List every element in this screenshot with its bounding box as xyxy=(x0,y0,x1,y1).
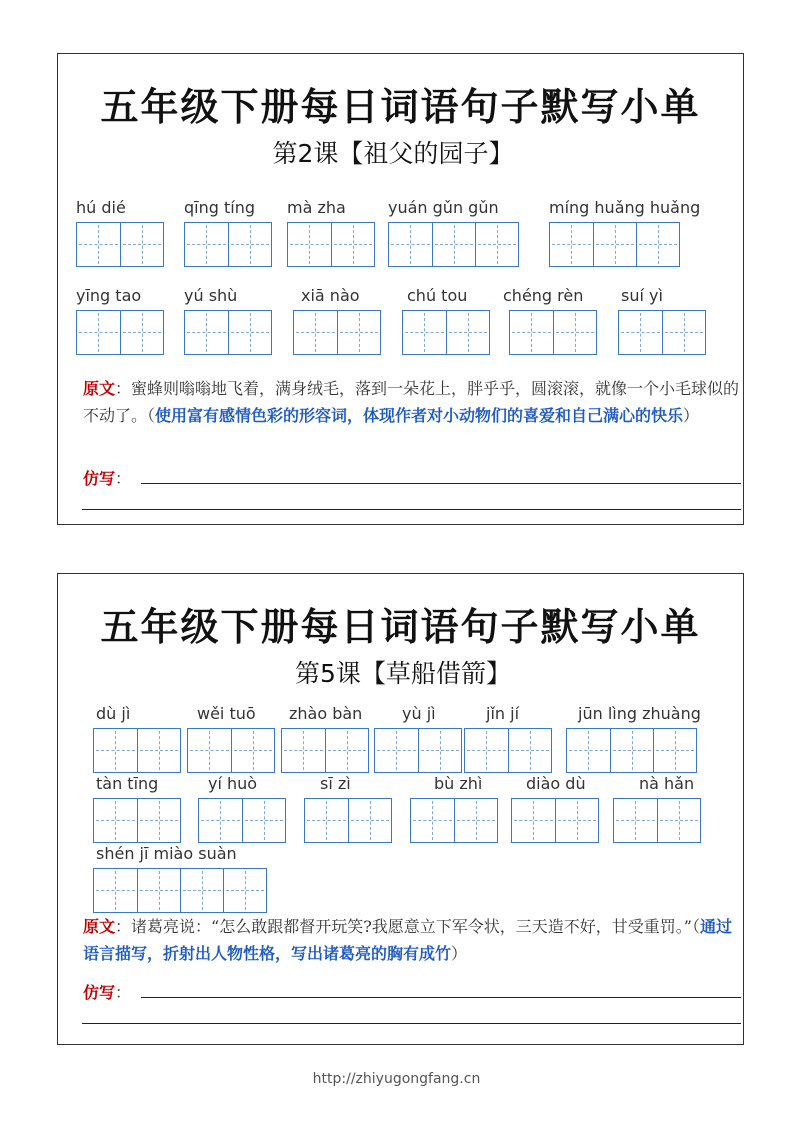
original-close: ） xyxy=(683,406,700,425)
tian-grid[interactable] xyxy=(509,310,597,355)
original-sentence xyxy=(83,913,743,967)
tian-grid[interactable] xyxy=(388,222,519,267)
pinyin-label: hú dié xyxy=(76,198,126,217)
original-note: 使用富有感情色彩的形容词，体现作者对小动物们的喜爱和自己满心的快乐 xyxy=(155,406,684,425)
tian-grid[interactable] xyxy=(184,222,272,267)
original-label: 原文 xyxy=(83,917,116,936)
tian-grid[interactable] xyxy=(93,728,181,773)
imitate-colon: ： xyxy=(115,983,132,1002)
tian-grid[interactable] xyxy=(184,310,272,355)
pinyin-label: yú shù xyxy=(184,286,238,305)
pinyin-label: yù jì xyxy=(402,704,436,723)
tian-grid[interactable] xyxy=(549,222,680,267)
tian-grid[interactable] xyxy=(511,798,599,843)
tian-grid[interactable] xyxy=(613,798,701,843)
pinyin-label: dù jì xyxy=(96,704,131,723)
pinyin-label: yuán gǔn gǔn xyxy=(388,198,499,217)
writing-line[interactable] xyxy=(82,1023,741,1024)
tian-grid[interactable] xyxy=(293,310,381,355)
tian-grid[interactable] xyxy=(93,798,181,843)
writing-line[interactable] xyxy=(141,483,741,484)
pinyin-label: chéng rèn xyxy=(503,286,584,305)
tian-grid[interactable] xyxy=(410,798,498,843)
original-sentence xyxy=(83,375,743,429)
imitate-prompt xyxy=(83,466,131,489)
tian-grid[interactable] xyxy=(464,728,552,773)
pinyin-label: wěi tuō xyxy=(197,704,256,723)
tian-grid[interactable] xyxy=(187,728,275,773)
tian-grid[interactable] xyxy=(76,310,164,355)
pinyin-label: zhào bàn xyxy=(289,704,363,723)
pinyin-label: suí yì xyxy=(621,286,663,305)
worksheet-title: 五年级下册每日词语句子默写小单 xyxy=(100,604,701,649)
tian-grid[interactable] xyxy=(76,222,164,267)
worksheet-title: 五年级下册每日词语句子默写小单 xyxy=(100,84,701,129)
tian-grid[interactable] xyxy=(618,310,706,355)
pinyin-label: chú tou xyxy=(407,286,468,305)
tian-grid[interactable] xyxy=(93,868,267,913)
pinyin-label: bù zhì xyxy=(434,774,483,793)
tian-grid[interactable] xyxy=(304,798,392,843)
tian-grid[interactable] xyxy=(287,222,375,267)
tian-grid[interactable] xyxy=(198,798,286,843)
footer-url: http://zhiyugongfang.cn xyxy=(312,1071,481,1087)
tian-grid[interactable] xyxy=(566,728,697,773)
pinyin-label: qīng tíng xyxy=(184,198,255,217)
pinyin-label: diào dù xyxy=(526,774,586,793)
tian-grid[interactable] xyxy=(402,310,490,355)
pinyin-label: jǐn jí xyxy=(486,704,520,723)
tian-grid[interactable] xyxy=(374,728,462,773)
lesson-title: 第5课【草船借箭】 xyxy=(295,659,511,688)
pinyin-label: míng huǎng huǎng xyxy=(549,198,701,217)
imitate-colon: ： xyxy=(115,469,132,488)
imitate-prompt xyxy=(83,980,131,1003)
original-close: ） xyxy=(451,944,468,963)
original-note: 通过语言描写，折射出人物性格，写出诸葛亮的胸有成竹 xyxy=(83,917,732,963)
tian-grid[interactable] xyxy=(281,728,369,773)
imitate-label: 仿写 xyxy=(83,983,116,1002)
worksheet-card-lesson-2 xyxy=(57,53,744,525)
imitate-label: 仿写 xyxy=(83,469,116,488)
pinyin-label: tàn tīng xyxy=(96,774,159,793)
lesson-title: 第2课【祖父的园子】 xyxy=(272,139,514,168)
pinyin-label: yīng tao xyxy=(76,286,142,305)
writing-line[interactable] xyxy=(82,509,741,510)
pinyin-label: nà hǎn xyxy=(639,774,695,793)
pinyin-label: jūn lìng zhuàng xyxy=(578,704,701,723)
original-label: 原文 xyxy=(83,379,116,398)
pinyin-label: mà zha xyxy=(287,198,346,217)
pinyin-label: sī zì xyxy=(320,774,351,793)
pinyin-label: yí huò xyxy=(208,774,258,793)
original-text: ：蜜蜂则嗡嗡地飞着，满身绒毛，落到一朵花上，胖乎乎，圆滚滚，就像一个小毛球似的不动了。（ xyxy=(83,379,740,425)
pinyin-label: shén jī miào suàn xyxy=(96,844,237,863)
writing-line[interactable] xyxy=(141,997,741,998)
pinyin-label: xiā nào xyxy=(301,286,360,305)
worksheet-card-lesson-5 xyxy=(57,573,744,1045)
original-text: ：诸葛亮说：“怎么敢跟都督开玩笑?我愿意立下军令状，三天造不好，甘受重罚。”（ xyxy=(115,917,700,936)
